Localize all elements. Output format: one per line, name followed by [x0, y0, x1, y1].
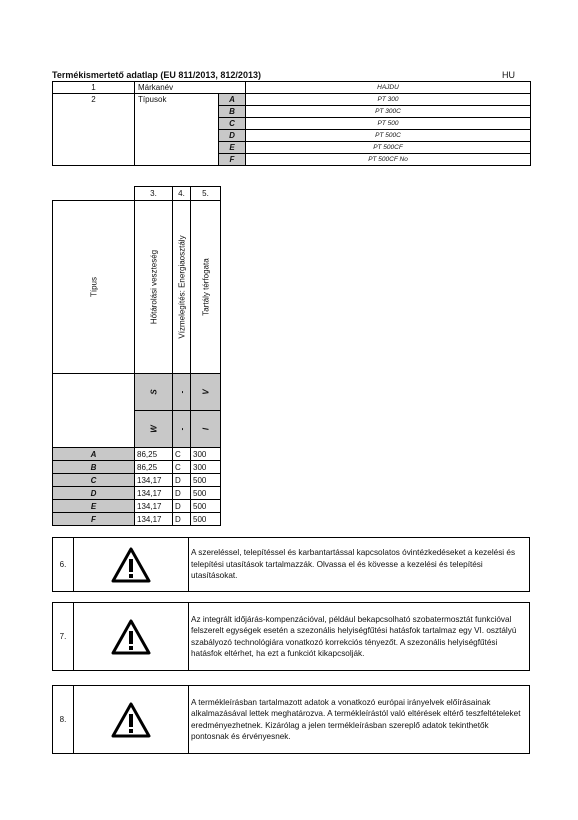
storage-loss-value: 86,25 — [135, 461, 173, 474]
data-row — [53, 500, 221, 513]
unit-symbol: - — [173, 374, 191, 411]
volume-value: 500 — [191, 500, 221, 513]
header-cell — [135, 201, 173, 374]
storage-loss-header: Hőtárolási veszteség — [149, 249, 158, 325]
volume-value: 300 — [191, 448, 221, 461]
energy-class-header: Vízmelegítés: Energiaosztály — [177, 235, 186, 339]
type-letter: C — [53, 474, 135, 487]
brand-models-table — [52, 81, 531, 166]
row-number: 1 — [53, 82, 135, 94]
unit-row — [53, 374, 221, 411]
model-letter: A — [219, 94, 246, 106]
warning-icon — [73, 686, 189, 753]
volume-value: 300 — [191, 461, 221, 474]
model-name: PT 300 — [246, 94, 531, 106]
header-cell — [173, 201, 191, 374]
brand-value: HAJDU — [246, 82, 531, 94]
type-letter: B — [53, 461, 135, 474]
storage-loss-value: 134,17 — [135, 487, 173, 500]
notice-box — [52, 537, 530, 592]
model-name: PT 500C — [246, 130, 531, 142]
storage-loss-value: 134,17 — [135, 474, 173, 487]
unit-symbol: V — [191, 374, 221, 411]
notice-number: 8. — [59, 715, 67, 724]
data-row — [53, 461, 221, 474]
notice-text: A szereléssel, telepítéssel és karbantartással kapcsolatos óvintézkedéseket a kezelési és telepítési utasítások tartalmazzák. Olvassa el és kövesse a kezelési és telepítési utasításokat. — [191, 548, 516, 581]
column-number: 5. — [191, 187, 221, 201]
volume-value: 500 — [191, 513, 221, 526]
energy-class-value: C — [173, 448, 191, 461]
unit-symbol: S — [135, 374, 173, 411]
volume-value: 500 — [191, 487, 221, 500]
type-letter: F — [53, 513, 135, 526]
type-letter: D — [53, 487, 135, 500]
type-letter: E — [53, 500, 135, 513]
model-letter: D — [219, 130, 246, 142]
volume-value: 500 — [191, 474, 221, 487]
type-header: Típus — [89, 276, 98, 298]
warning-icon — [73, 538, 189, 591]
model-letter: F — [219, 154, 246, 166]
brand-row — [53, 82, 531, 94]
header-cell — [191, 201, 221, 374]
model-name: PT 500CF — [246, 142, 531, 154]
storage-loss-value: 86,25 — [135, 448, 173, 461]
notice-number: 6. — [59, 560, 67, 569]
unit-symbol: - — [173, 411, 191, 448]
model-letter: C — [219, 118, 246, 130]
document-title: Termékismertető adatlap (EU 811/2013, 812/2013) — [52, 70, 261, 80]
tank-volume-header: Tartály térfogata — [201, 258, 210, 316]
type-letter: A — [53, 448, 135, 461]
energy-class-value: D — [173, 513, 191, 526]
data-row — [53, 513, 221, 526]
energy-class-value: D — [173, 474, 191, 487]
energy-class-value: D — [173, 500, 191, 513]
energy-class-value: D — [173, 487, 191, 500]
column-number: 4. — [173, 187, 191, 201]
notice-number: 7. — [59, 632, 67, 641]
data-row — [53, 487, 221, 500]
notice-box — [52, 685, 530, 754]
model-name: PT 500 — [246, 118, 531, 130]
brand-label: Márkanév — [135, 82, 246, 94]
model-letter: B — [219, 106, 246, 118]
notice-box — [52, 602, 530, 671]
model-row — [53, 94, 531, 106]
notice-text: A termékleírásban tartalmazott adatok a vonatkozó európai irányelvek előírásainak alkalmazásával lettek meghatározva. A termékleírástól való eltérések eltérő teszfeltételeket eredményezhetnek. Kizárólag a jelen termékleírásban szereplő adatok tekinthetők pontosnak és érvényesnek. — [191, 697, 521, 741]
data-row — [53, 474, 221, 487]
notice-text: Az integrált időjárás-kompenzációval, például bekapcsolható szobatermosztát funkcióval felszerelt egységek esetén a szezonális helyiségfűtési hatásfok tartalmaz egy VI. osztályú szabályozó technológiára vonatkozó korrekciós tényezőt. A szezonális helyiségfűtési hatásfok eltérhet, ha ezt a funkciót kikapcsolják. — [191, 614, 517, 658]
technical-data-table — [52, 186, 221, 526]
column-number: 3. — [135, 187, 173, 201]
models-label: Típusok — [135, 94, 219, 166]
header-row — [53, 201, 221, 374]
row-number: 2 — [53, 94, 135, 166]
warning-icon — [73, 603, 189, 670]
storage-loss-value: 134,17 — [135, 500, 173, 513]
model-name: PT 500CF No — [246, 154, 531, 166]
language-code: HU — [502, 70, 515, 80]
storage-loss-value: 134,17 — [135, 513, 173, 526]
data-row — [53, 448, 221, 461]
unit-symbol: W — [135, 411, 173, 448]
column-number-row — [53, 187, 221, 201]
model-letter: E — [219, 142, 246, 154]
energy-class-value: C — [173, 461, 191, 474]
type-header-cell — [53, 201, 135, 374]
unit-symbol: l — [191, 411, 221, 448]
model-name: PT 300C — [246, 106, 531, 118]
